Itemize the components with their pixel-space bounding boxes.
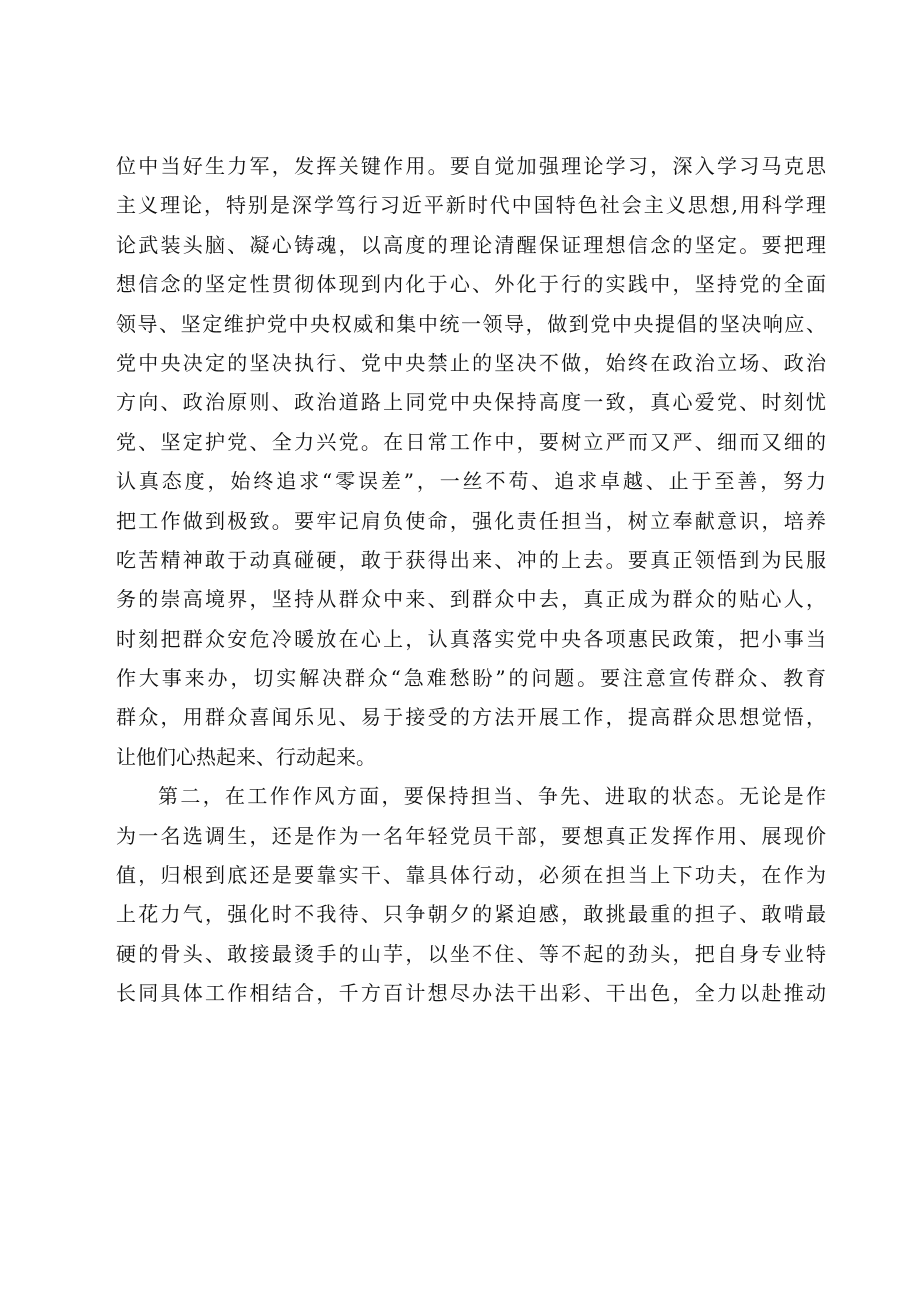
text-line: 党中央决定的坚决执行、党中央禁止的坚决不做，始终在政治立场、政治: [116, 350, 826, 375]
text-line: 主义理论，特别是深学笃行习近平新时代中国特色社会主义思想,用科学理: [116, 193, 826, 218]
text-line: 想信念的坚定性贯彻体现到内化于心、外化于行的实践中，坚持党的全面: [116, 272, 826, 297]
text-line: 吃苦精神敢于动真碰硬，敢于获得出来、冲的上去。要真正领悟到为民服: [116, 547, 826, 572]
text-line: 论武装头脑、凝心铸魂，以高度的理论清醒保证理想信念的坚定。要把理: [116, 232, 826, 257]
text-line: 上花力气，强化时不我待、只争朝夕的紧迫感，敢挑最重的担子、敢啃最: [116, 902, 826, 927]
text-line: 作大事来办，切实解决群众“急难愁盼”的问题。要注意宣传群众、教育: [116, 666, 826, 691]
paragraph-start-line: 第二，在工作作风方面，要保持担当、争先、进取的状态。无论是作: [158, 784, 826, 809]
text-line: 认真态度，始终追求“零误差”，一丝不苟、追求卓越、止于至善，努力: [116, 469, 826, 494]
text-line: 党、坚定护党、全力兴党。在日常工作中，要树立严而又严、细而又细的: [116, 429, 826, 454]
text-line: 务的崇高境界，坚持从群众中来、到群众中去，真正成为群众的贴心人，: [116, 587, 826, 612]
text-line: 为一名选调生，还是作为一名年轻党员干部，要想真正发挥作用、展现价: [116, 823, 826, 848]
text-line: 长同具体工作相结合，千方百计想尽办法干出彩、干出色，全力以赴推动: [116, 981, 826, 1006]
text-line: 领导、坚定维护党中央权威和集中统一领导，做到党中央提倡的坚决响应、: [116, 311, 826, 336]
text-line: 位中当好生力军，发挥关键作用。要自觉加强理论学习，深入学习马克思: [116, 154, 826, 178]
text-line: 硬的骨头、敢接最烫手的山芋，以坐不住、等不起的劲头，把自身专业特: [116, 941, 826, 966]
text-line: 把工作做到极致。要牢记肩负使命，强化责任担当，树立奉献意识，培养: [116, 508, 826, 533]
text-line: 时刻把群众安危冷暖放在心上，认真落实党中央各项惠民政策，把小事当: [116, 626, 826, 651]
paragraph-end-line: 让他们心热起来、行动起来。: [116, 744, 376, 769]
text-line: 群众，用群众喜闻乐见、易于接受的方法开展工作，提高群众思想觉悟，: [116, 705, 826, 730]
text-line: 值，归根到底还是要靠实干、靠具体行动，必须在担当上下功夫，在作为: [116, 863, 826, 888]
body-text: [116, 147, 826, 1014]
text-line: 方向、政治原则、政治道路上同党中央保持高度一致，真心爱党、时刻忧: [116, 390, 826, 415]
